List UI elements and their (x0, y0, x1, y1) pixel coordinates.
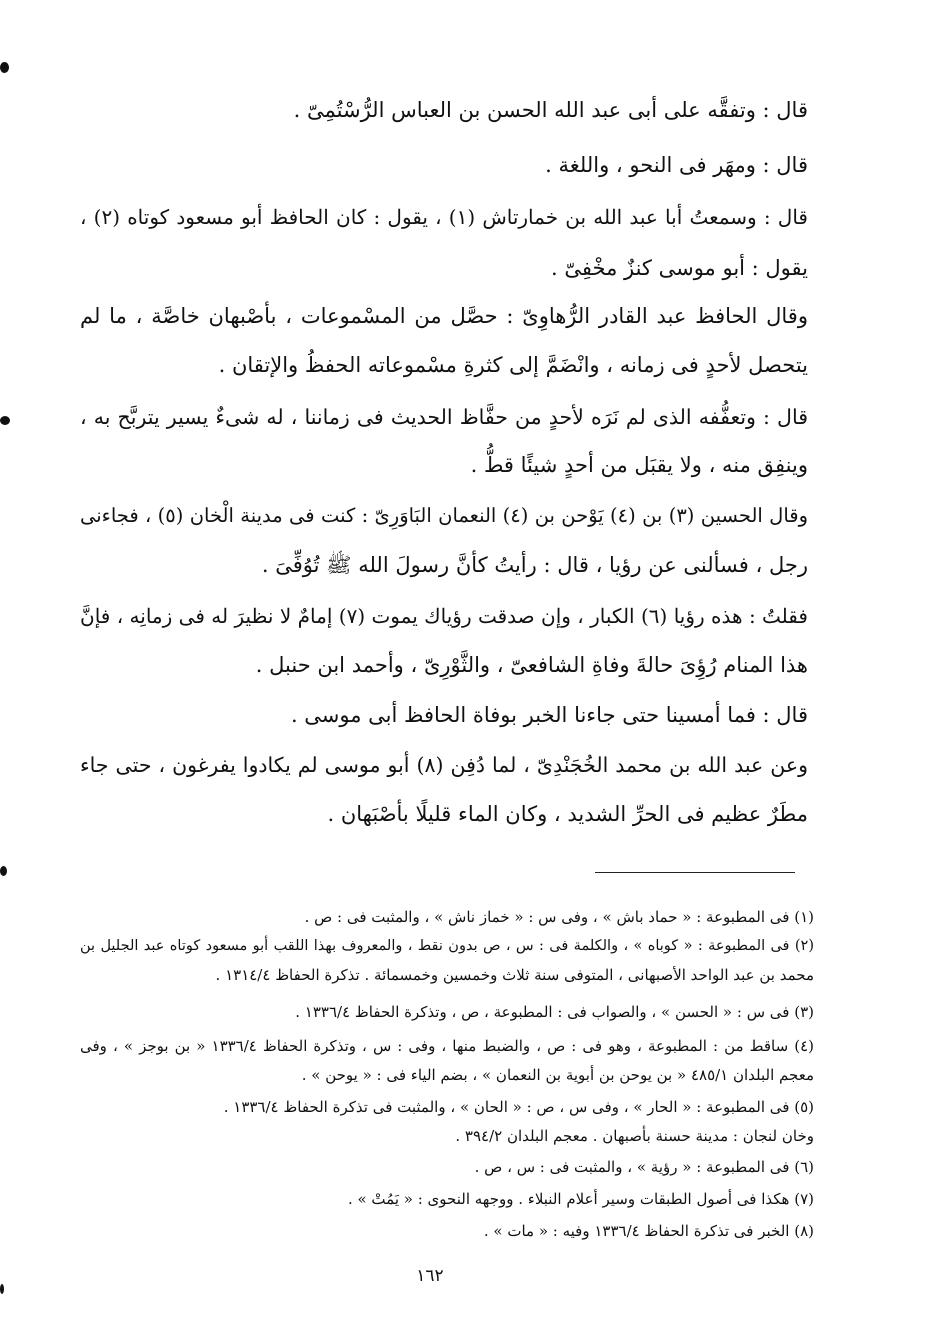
scan-margin-mark (0, 866, 7, 876)
footnote-line: (٦) فى المطبوعة : « رؤية » ، والمثبت فى : س ، ص . (474, 1158, 814, 1176)
footnote-line: (٣) فى س : « الحسن » ، والصواب فى : المطبوعة ، ص ، وتذكرة الحفاظ ١٣٣٦/٤ . (295, 1003, 814, 1021)
text-line: وقال الحسين (٣) بن (٤) يَوْحن بن (٤) النعمان البَاوَرِىّ : كنت فى مدينة الْخان (٥) ، فجاءنى (80, 504, 808, 527)
text-line: يقول : أبو موسى كنزٌ مخْفِىّ . (551, 256, 808, 280)
scan-margin-mark (0, 62, 9, 73)
text-line: قال : فما أمسينا حتى جاءنا الخبر بوفاة الحافظ أبى موسى . (290, 703, 808, 727)
footnote-line: (٤) ساقط من : المطبوعة ، وهو فى : ص ، والضبط منها ، وفى : س ، وتذكرة الحفاظ ١٣٣٦/٤ « بن بوجز » ، وفى (80, 1037, 814, 1055)
text-line: مطَرٌ عظيم فى الحرِّ الشديد ، وكان الماء قليلًا بأصْبَهان . (327, 802, 808, 826)
text-line: فقلتُ : هذه رؤيا (٦) الكبار ، وإن صدقت رؤياك يموت (٧) إمامٌ لا نظيرَ له فى زمانِه ، فإنَّ (80, 604, 808, 628)
footnote-line: محمد بن عبد الواحد الأصبهانى ، المتوفى سنة ثلاث وخمسين وخمسمائة . تذكرة الحفاظ ١٣١٤/٤ . (215, 966, 814, 984)
footnote-line: (٢) فى المطبوعة : « كوباه » ، والكلمة فى : س ، ص بدون نقط ، والمعروف بهذا اللقب أبو مسعود كوتاه عبد الجليل بن (80, 938, 814, 954)
footnote-separator (595, 872, 795, 873)
text-line: قال : وتفقَّه على أبى عبد الله الحسن بن العباس الرُّسْتُمِىّ . (293, 98, 808, 122)
text-line: وعن عبد الله بن محمد الخُجَنْدِىّ ، لما دُفِن (٨) أبو موسى لم يكادوا يفرغون ، حتى جاء (80, 753, 809, 777)
page-number: ١٦٢ (416, 1266, 444, 1286)
text-line: قال : ومهَر فى النحو ، واللغة . (545, 153, 808, 177)
footnote-line: (٨) الخبر فى تذكرة الحفاظ ١٣٣٦/٤ وفيه : « مات » . (483, 1222, 814, 1240)
text-line: قال : وتعفُّفه الذى لم نَرَه لأحدٍ من حفَّاظ الحديث فى زماننا ، له شىءٌ يسير يتربَّح به ، (80, 405, 808, 429)
scan-margin-mark (0, 416, 10, 425)
footnote-line: (٥) فى المطبوعة : « الحار » ، وفى س ، ص : « الحان » ، والمثبت فى تذكرة الحفاظ ١٣٣٦/٤ . (223, 1098, 814, 1116)
footnote-line: وخان لنجان : مدينة حسنة بأصبهان . معجم البلدان ٣٩٤/٢ . (455, 1127, 814, 1145)
footnote-line: معجم البلدان ٤٨٥/١ « بن يوحن بن أبوية بن النعمان » ، بضم الياء فى : « يوحن » . (301, 1066, 814, 1084)
footnote-line: (١) فى المطبوعة : « حماد باش » ، وفى س : « خماز ناش » ، والمثبت فى : ص . (304, 908, 814, 926)
text-line: هذا المنام رُؤِىَ حالةَ وفاةِ الشافعىّ ، والثَّوْرِىّ ، وأحمد ابن حنبل . (255, 653, 808, 677)
text-line: وقال الحافظ عبد القادر الرُّهاوِىّ : حصَّل من المسْموعات ، بأصْبهان خاصَّة ، ما لم (80, 304, 808, 328)
text-line: يتحصل لأحدٍ فى زمانه ، وانْضَمَّ إلى كثرةِ مسْموعاته الحفظُ والإتقان . (218, 353, 808, 377)
footnote-line: (٧) هكذا فى أصول الطبقات وسير أعلام النبلاء . ووجهه النحوى : « يَمُتْ » . (347, 1190, 814, 1208)
text-line: وينفِق منه ، ولا يقبَل من أحدٍ شيئًا قطُّ . (470, 453, 808, 477)
text-line: رجل ، فسألنى عن رؤيا ، قال : رأيتُ كأنَّ رسولَ الله ﷺ تُوُفِّىَ . (261, 553, 808, 577)
text-line: قال : وسمعتُ أبا عبد الله بن خمارتاش (١) ، يقول : كان الحافظ أبو مسعود كوتاه (٢) ، (80, 205, 808, 229)
scan-margin-mark (0, 1284, 4, 1294)
